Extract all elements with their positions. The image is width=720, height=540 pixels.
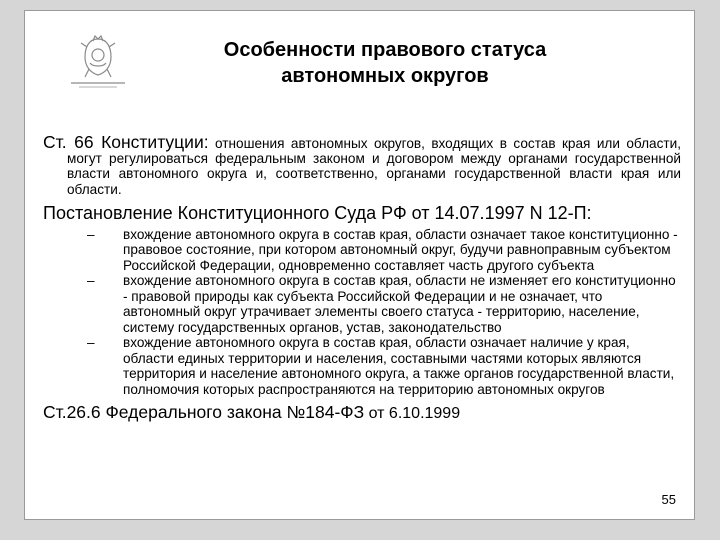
federal-law-reference — [43, 401, 681, 425]
title-line-1: Особенности правового статуса — [223, 39, 547, 61]
law-date: от 6.10.1999 — [364, 405, 461, 423]
list-item — [43, 335, 681, 397]
constitution-article-paragraph — [43, 132, 681, 197]
dash-bullet: – — [87, 226, 95, 242]
emblem-logo-icon — [69, 33, 127, 91]
page-number: 55 — [661, 492, 676, 507]
ruling-points-list — [43, 227, 681, 398]
list-item-text: вхождение автономного округа в состав края, области означает наличие у края, области единых территории и населения, составными частями которых являются территория и население автономного округа, а также органов государственной власти, полномочия которых распространяются на территорию автономных округов — [123, 335, 675, 397]
list-item-text: вхождение автономного округа в состав края, области означает такое конституционно - правовое состояние, при котором автономный округ, будучи равноправным субъектом Российской Федерации, одновременно составляет часть другого субъекта — [123, 226, 678, 273]
slide — [24, 10, 695, 520]
dash-bullet: – — [87, 273, 95, 289]
court-ruling-heading: Постановление Конституционного Суда РФ от 14.07.1997 N 12-П: — [43, 202, 592, 223]
dash-bullet: – — [87, 335, 95, 351]
law-title: Ст.26.6 Федерального закона №184-ФЗ — [43, 402, 365, 423]
slide-title — [145, 37, 625, 89]
article-text: отношения автономных округов, входящих в состав края или области, могут регулироваться федеральным законом и договором между органами государственной власти автономного округа и, соответственно, органами государственной власти края или области. — [67, 136, 681, 197]
list-item — [43, 227, 681, 274]
list-item — [43, 273, 681, 335]
slide-body — [43, 132, 681, 425]
title-line-2: автономных округов — [281, 65, 489, 87]
article-reference: Ст. 66 Конституции: — [43, 132, 209, 152]
list-item-text: вхождение автономного округа в состав края, области не изменяет его конституционно - правовой природы как субъекта Российской Федерации и не означает, что автономный округ утрачивает элементы своего статуса - территорию, население, систему государственных органов, устав, законодательство — [123, 273, 676, 335]
